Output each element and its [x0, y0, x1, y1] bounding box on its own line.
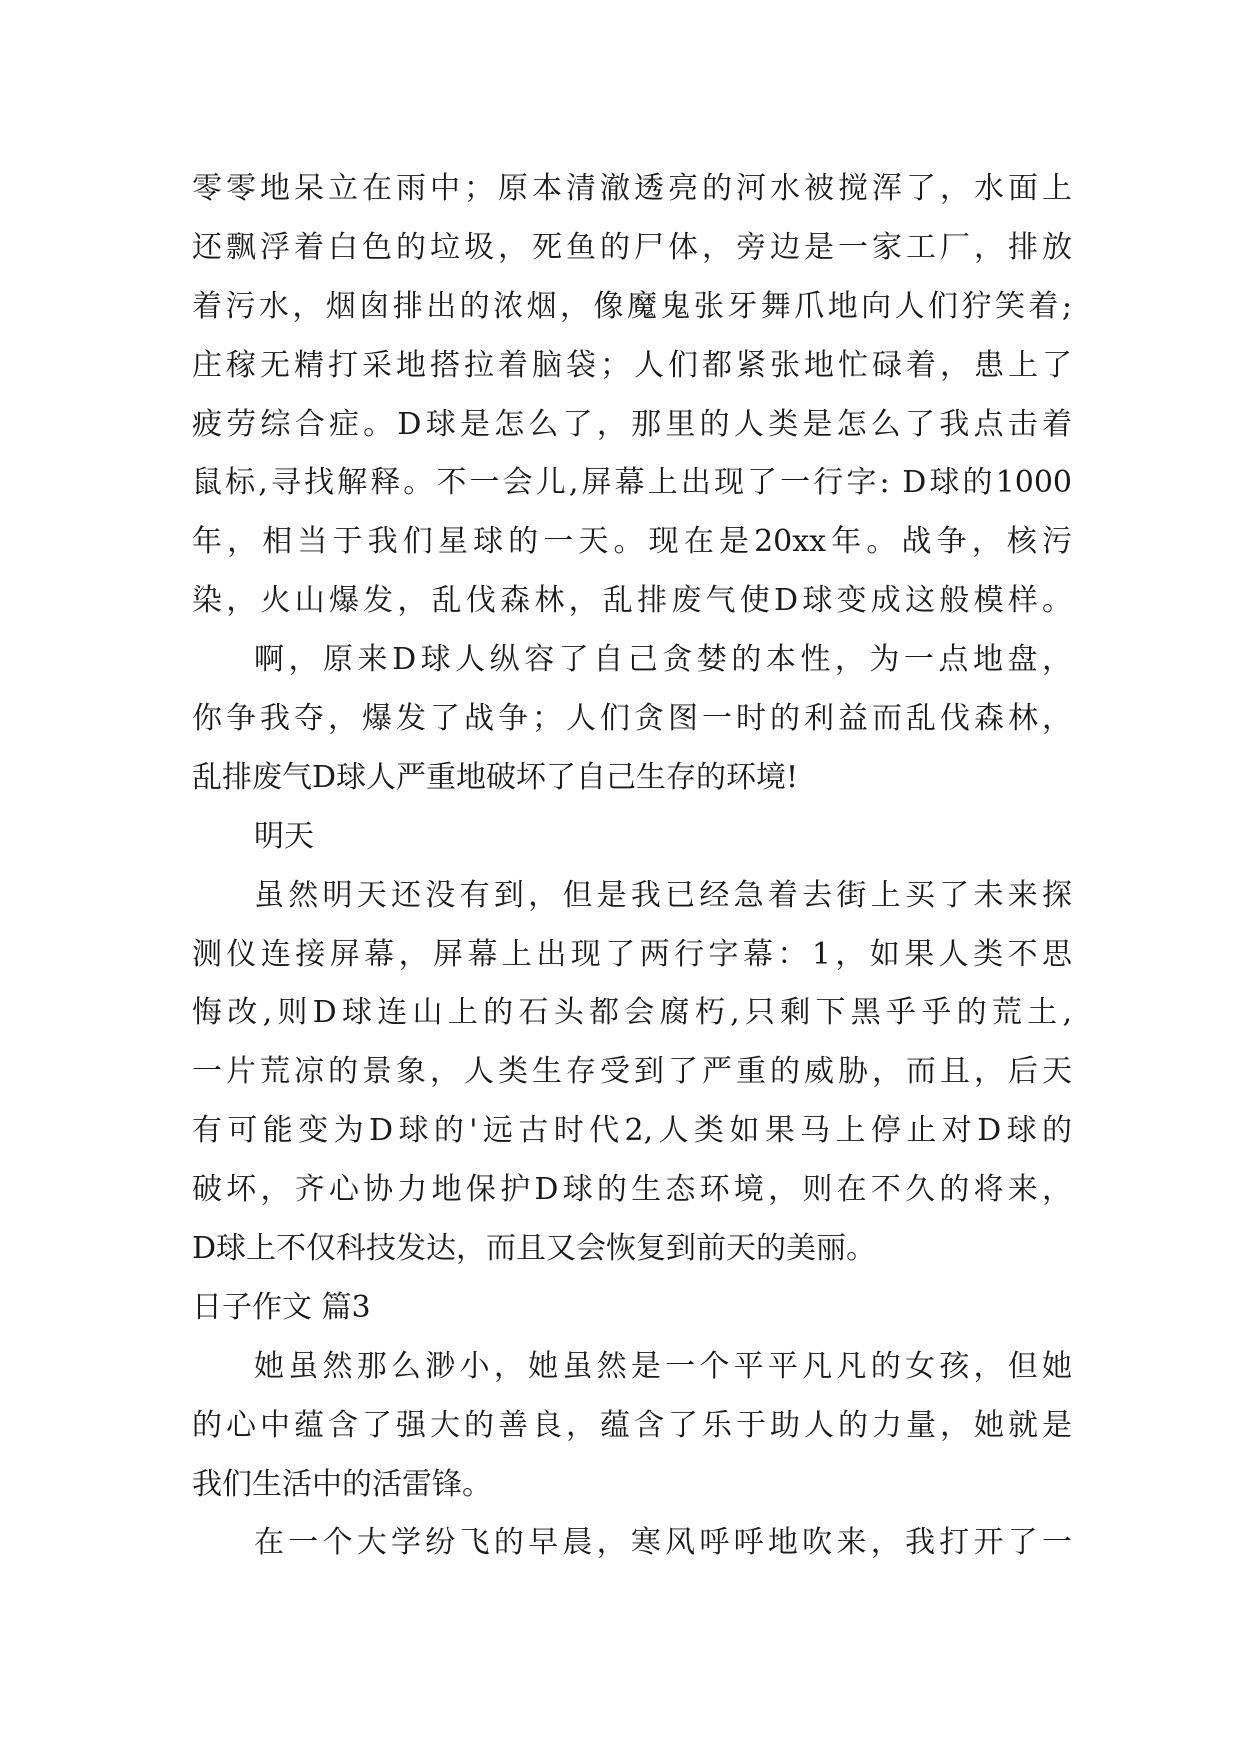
text-line: 你争我夺，爆发了战争；人们贪图一时的利益而乱伐森林， [192, 701, 1072, 737]
text-line: D球上不仅科技发达，而且又会恢复到前天的美丽。 [192, 1231, 877, 1267]
text-line: 庄稼无精打采地搭拉着脑袋；人们都紧张地忙碌着，患上了 [192, 347, 1072, 383]
text-line: 还飘浮着白色的垃圾，死鱼的尸体，旁边是一家工厂，排放 [192, 229, 1072, 265]
text-line: 零零地呆立在雨中；原本清澈透亮的河水被搅浑了，水面上 [192, 171, 1072, 206]
text-line: 年，相当于我们星球的一天。现在是20xx年。战争，核污 [192, 524, 1072, 560]
text-line: 我们生活中的活雷锋。 [192, 1466, 492, 1502]
text-line: 的心中蕴含了强大的善良，蕴含了乐于助人的力量，她就是 [192, 1407, 1072, 1443]
text-line: 在一个大学纷飞的早晨，寒风呼呼地吹来，我打开了一 [254, 1525, 1072, 1561]
body-text [192, 160, 1072, 1573]
text-line: 疲劳综合症。D球是怎么了，那里的人类是怎么了我点击着 [192, 406, 1072, 442]
section-heading: 日子作文 篇3 [192, 1289, 371, 1325]
text-line: 鼠标,寻找解释。不一会儿,屏幕上出现了一行字: D球的1000 [192, 465, 1072, 501]
text-line: 破坏，齐心协力地保护D球的生态环境，则在不久的将来， [192, 1172, 1072, 1208]
text-line: 染，火山爆发，乱伐森林，乱排废气使D球变成这般模样。 [192, 583, 1072, 619]
text-line: 啊，原来D球人纵容了自己贪婪的本性，为一点地盘， [254, 642, 1072, 678]
section-subheading: 明天 [254, 818, 314, 854]
text-line: 乱排废气D球人严重地破坏了自己生存的环境! [192, 759, 799, 795]
text-line: 一片荒凉的景象，人类生存受到了严重的威胁，而且，后天 [192, 1054, 1072, 1090]
text-line: 着污水，烟囱排出的浓烟，像魔鬼张牙舞爪地向人们狞笑着; [192, 288, 1072, 324]
text-line: 她虽然那么渺小，她虽然是一个平平凡凡的女孩，但她 [254, 1348, 1072, 1384]
text-line: 虽然明天还没有到，但是我已经急着去街上买了未来探 [254, 877, 1072, 913]
text-line: 有可能变为D球的'远古时代2,人类如果马上停止对D球的 [192, 1113, 1072, 1149]
text-line: 悔改,则D球连山上的石头都会腐朽,只剩下黑乎乎的荒土, [192, 995, 1072, 1031]
text-line: 测仪连接屏幕，屏幕上出现了两行字幕：1，如果人类不思 [192, 936, 1072, 972]
